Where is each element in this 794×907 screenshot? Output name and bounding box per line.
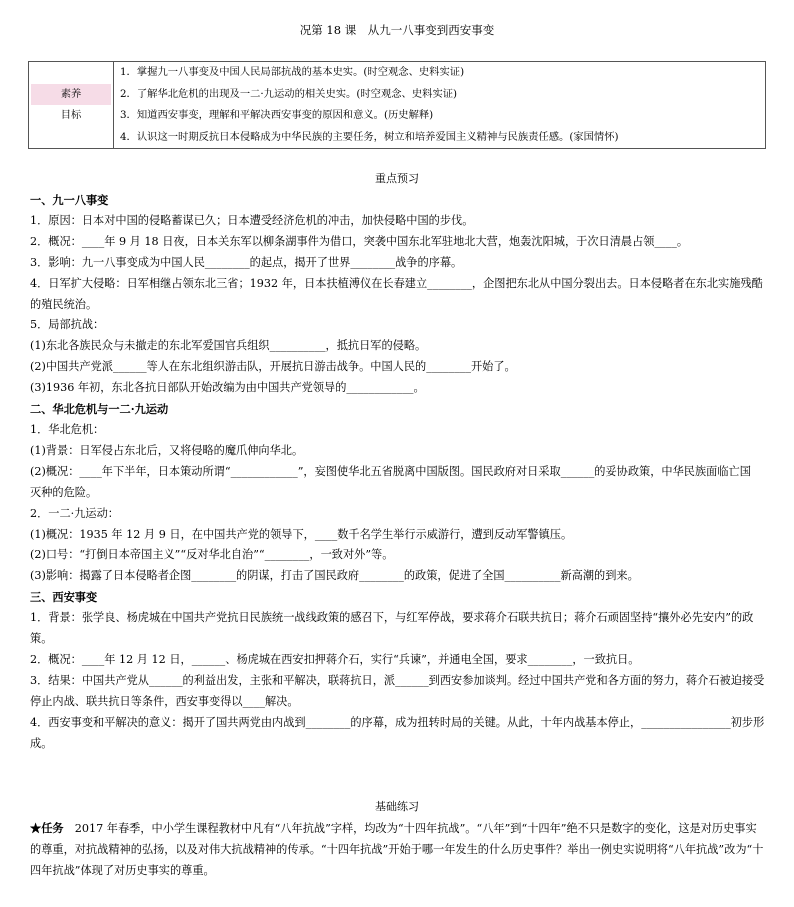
- text-line: 停止内战、联共抗日等条件，西安事变得以____解决。: [30, 694, 299, 708]
- text-line: 1．华北危机：: [30, 422, 105, 436]
- text-line: (3)1936 年初，东北各抗日部队开始改编为由中国共产党领导的____________。: [30, 381, 425, 395]
- task-text: 2017 年春季，中小学生课程教材中凡有“八年抗战”字样，均改为“十四年抗战”。“八年”到“十四年”绝不只是数字的变化，这是对历史事实的尊重，对抗战精神的弘扬，以及对伟大抗战精神的传承。“十四年抗战”开始于哪一年发生的什么历史事件？举出一例史实说明将“八年抗战”改为“十四年抗战”体现了对历史事实的尊重。: [30, 822, 764, 877]
- text-line: (1)背景：日军侵占东北后，又将侵略的魔爪伸向华北。: [30, 443, 304, 457]
- practice-section-title: 基础练习: [375, 800, 419, 813]
- text-line: (2)概况：____年下半年，日本策动所谓“____________”，妄图使华北五省脱离中国版图。国民政府对日采取______的妥协政策，中华民族面临亡国: [30, 464, 751, 478]
- text-line: 2．概况：____年 9 月 18 日夜，日本关东军以柳条湖事件为借口，突袭中国东北军驻地北大营，炮轰沈阳城，于次日清晨占领____。: [30, 234, 689, 248]
- text-line: (1)东北各族民众与未撤走的东北军爱国官兵组织__________，抵抗日军的侵略。: [30, 339, 427, 353]
- goals-label-line2: 目标: [60, 109, 82, 121]
- text-line: 灭种的危险。: [30, 485, 98, 499]
- goal-item: 3．知道西安事变，理解和平解决西安事变的原因和意义。(历史解释): [120, 109, 434, 121]
- goals-content-cell: [114, 62, 766, 149]
- section-heading-1: 一、九一八事变: [30, 193, 109, 207]
- text-line: 3．影响：九一八事变成为中国人民________的起点，揭开了世界________战争的序幕。: [30, 255, 463, 269]
- text-line: 1．原因：日本对中国的侵略蓄谋已久；日本遭受经济危机的冲击，加快侵略中国的步伐。: [30, 213, 474, 227]
- goal-item: 2．了解华北危机的出现及一二·九运动的相关史实。(时空观念、史料实证): [120, 87, 458, 100]
- goals-label-line1: 素养: [31, 84, 111, 105]
- text-line: (2)口号：“打倒日本帝国主义”“反对华北自治”“________，一致对外”等。: [30, 548, 394, 562]
- text-line: 1．背景：张学良、杨虎城在中国共产党抗日民族统一战线政策的感召下，与红军停战，要求蒋介石联共抗日；蒋介石顽固坚持“攘外必先安内”的政: [30, 611, 754, 625]
- text-line: 3．结果：中国共产党从______的利益出发，主张和平解决，联蒋抗日，派______到西安参加谈判。经过中国共产党和各方面的努力，蒋介石被迫接受: [30, 673, 765, 687]
- goals-label-cell: [29, 62, 114, 149]
- text-line: 4．西安事变和平解决的意义：揭开了国共两党由内战到________的序幕，成为扭转时局的关键。从此，十年内战基本停止，________________初步形: [30, 715, 765, 729]
- text-line: 4．日军扩大侵略：日军相继占领东北三省；1932 年，日本扶植溥仪在长春建立________，企图把东北从中国分裂出去。日本侵略者在东北实施残酷: [30, 276, 763, 290]
- task-label: ★任务: [30, 821, 64, 835]
- text-line: 2．概况：____年 12 月 12 日，______、杨虎城在西安扣押蒋介石，实行“兵谏”，并通电全国，要求________，一致抗日。: [30, 652, 640, 666]
- preview-body: [30, 190, 766, 754]
- text-line: (3)影响：揭露了日本侵略者企图________的阴谋，打击了国民政府________的政策，促进了全国__________新高潮的到来。: [30, 569, 639, 583]
- preview-section-title: 重点预习: [375, 172, 419, 185]
- section-heading-2: 二、华北危机与一二·九运动: [30, 402, 169, 417]
- text-line: 策。: [30, 632, 53, 646]
- text-line: (1)概况：1935 年 12 月 9 日，在中国共产党的领导下，____数千名学生举行示威游行，遭到反动军警镇压。: [30, 527, 573, 541]
- goal-item: 4．认识这一时期反抗日本侵略成为中华民族的主要任务，树立和培养爱国主义精神与民族责任感。(家国情怀): [120, 130, 619, 143]
- text-line: 成。: [30, 736, 53, 750]
- text-line: 的殖民统治。: [30, 297, 98, 311]
- goal-item: 1．掌握九一八事变及中国人民局部抗战的基本史实。(时空观念、史料实证): [120, 66, 465, 78]
- task-block: [30, 818, 766, 881]
- learning-goals-table: [28, 61, 766, 149]
- section-heading-3: 三、西安事变: [30, 590, 98, 605]
- text-line: (2)中国共产党派______等人在东北组织游击队，开展抗日游击战争。中国人民的________开始了。: [30, 360, 516, 374]
- text-line: 5．局部抗战：: [30, 318, 105, 332]
- page-title: 况第 18 课 从九一八事变到西安事变: [299, 23, 495, 37]
- text-line: 2．一二·九运动：: [30, 506, 119, 520]
